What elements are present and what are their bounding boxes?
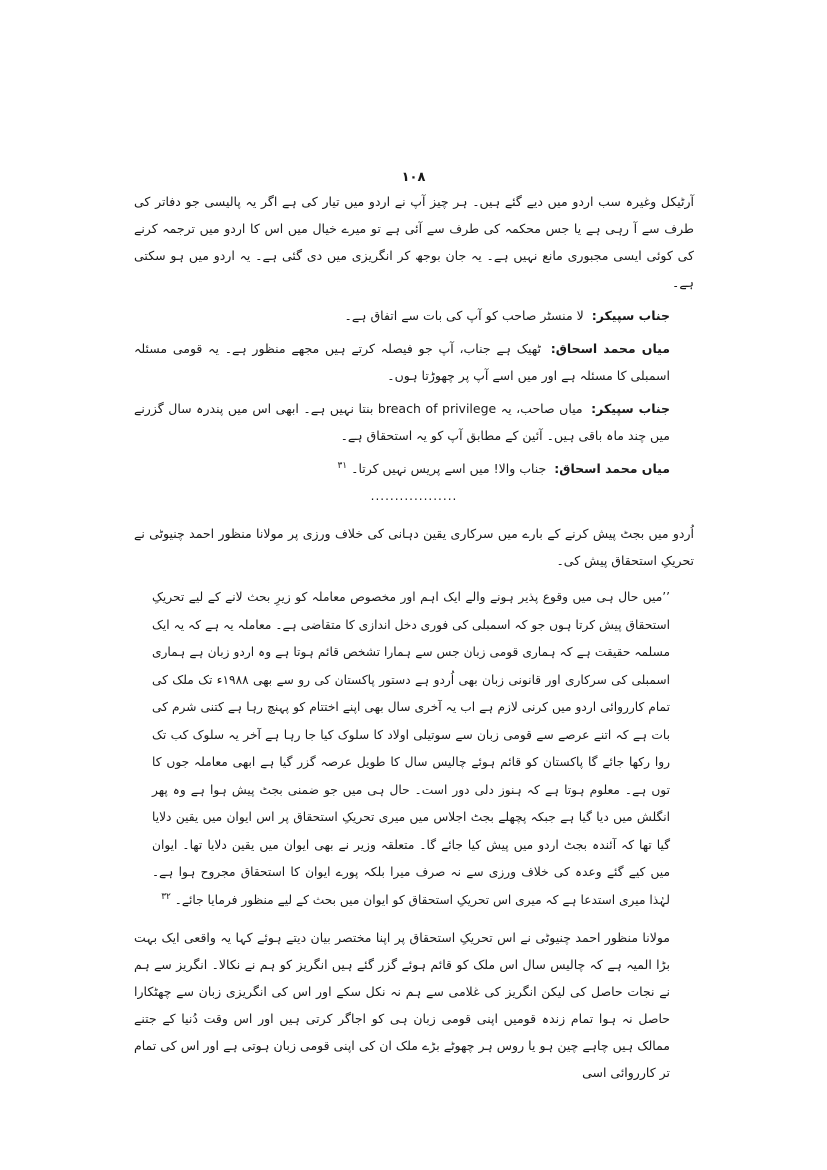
speaker-label: جناب سپیکر: [591,401,671,416]
speaker-label: جناب سپیکر: [591,308,670,323]
block-quote [134,584,694,914]
speech-text: میاں صاحب، یہ breach of privilege بنتا نہیں ہے۔ ابھی اس میں پندرہ سال گزرنے میں چند ماہ باقی ہیں۔ آئین کے مطابق آپ کو یہ استحقاق ہے۔ [134,401,670,443]
footnote-ref: ۳۲ [161,891,171,902]
speech-text: ٹھیک ہے جناب، آپ جو فیصلہ کرتے ہیں مجھے منظور ہے۔ یہ قومی مسئلہ اسمبلی کا مسئلہ ہے اور میں اسے آپ پر چھوڑتا ہوں۔ [134,341,670,383]
speech-text: لا منسٹر صاحب کو آپ کی بات سے اتفاق ہے۔ [344,308,584,323]
body-text [134,188,694,1086]
paragraph-statement: مولانا منظور احمد چنیوٹی نے اس تحریکِ استحقاق پر اپنا مختصر بیان دیتے ہوئے کہا یہ واقعی ایک بہت بڑا المیہ ہے کہ چالیس سال اس ملک کو قائم ہوئے گزر گئے ہیں انگریز کو ہم نے نکالا۔ انگریز سے ہم نے نجات حاصل کی لیکن انگریز کی غلامی سے ہم نہ نکل سکے اور اس کی انگریزی زبان سے چھٹکارا حاصل نہ ہوا تمام زندہ قومیں اپنی قومی زبان ہی کو اجاگر کرتی ہیں اور اس وقت دُنیا کے جتنے ممالک ہیں چاہے چین ہو یا روس ہر چھوٹے بڑے ملک ان کی اپنی قومی زبان ہوتی ہے اور اس کی تمام تر کارروائی اسی [134,930,670,1080]
footnote-ref: ۳۱ [337,460,348,471]
speaker-exchange-2 [134,335,694,389]
speaker-label: میاں محمد اسحاق: [550,341,670,356]
speech-text: جناب والا! میں اسے پریس نہیں کرتا۔ [351,461,547,476]
page-number: ۱۰۸ [401,170,426,185]
section-divider: .................. [370,489,458,503]
speaker-exchange-3 [134,395,694,449]
quote-text: ’’میں حال ہی میں وقوع پذیر ہونے والے ایک اہم اور مخصوص معاملہ کو زیرِ بحث لانے کے لیے تحریکِ استحقاق پیش کرتا ہوں جو کہ اسمبلی کی فوری دخل اندازی کا متقاضی ہے۔ معاملہ یہ ہے کہ یہ ایک مسلمہ حقیقت ہے کہ ہماری قومی زبان جس سے ہمارا تشخص قائم ہوتا ہے وہ اردو زبان ہے ہماری اسمبلی کی سرکاری اور قانونی زبان بھی اُردو ہے دستور پاکستان کی رو سے بھی ۱۹۸۸ء تک ملک کی تمام کارروائی اردو میں کرنی لازم ہے اب یہ آخری سال بھی اپنے اختتام کو پہنچ رہا ہے کتنی شرم کی بات ہے کہ اتنے عرصے سے قومی زبان سے سوتیلی اولاد کا سلوک کیا جا رہا ہے آخر یہ سلوک کب تک روا رکھا جائے گا پاکستان کو قائم ہوئے چالیس سال کا طویل عرصہ گزر گیا ہے ابھی معاملہ جوں کا توں ہے۔ معلوم ہوتا ہے کہ ہنوز دلی دور است۔ حال ہی میں جو ضمنی بجٹ پیش ہوا ہے وہ پھر انگلش میں دیا گیا ہے جبکہ پچھلے بجٹ اجلاس میں میری تحریکِ استحقاق پر اس ایوان میں یقین دلایا گیا تھا کہ آئندہ بجٹ اردو میں پیش کیا جائے گا۔ متعلقہ وزیر نے بھی ایوان میں یقین دلایا تھا۔ ایوان میں کیے گئے وعدہ کی خلاف ورزی سے نہ صرف میرا بلکہ پورے ایوان کا استحقاق مجروح ہوا ہے۔ لہٰذا میری استدعا ہے کہ میری اس تحریکِ استحقاق کو ایوان میں بحث کے لیے منظور فرمایا جائے۔ [152,590,670,907]
paragraph-intro: آرٹیکل وغیرہ سب اردو میں دیے گئے ہیں۔ ہر چیز آپ نے اردو میں تیار کی ہے اگر یہ پالیسی جو دفاتر کی طرف سے آ رہی ہے یا جس محکمہ کی طرف سے آئی ہے تو میرے خیال میں اس کا اردو میں ترجمہ کرنے کی کوئی ایسی مجبوری مانع نہیں ہے۔ یہ جان بوجھ کر انگریزی میں دی گئی ہے۔ یہ اردو میں ہو سکتی ہے۔ [134,194,694,290]
speaker-exchange-4 [134,455,694,482]
speaker-label: میاں محمد اسحاق: [554,461,670,476]
paragraph-motion-intro: اُردو میں بجٹ پیش کرنے کے بارے میں سرکاری یقین دہانی کی خلاف ورزی پر مولانا منظور احمد چنیوٹی نے تحریکِ استحقاق پیش کی۔ [134,526,694,568]
speaker-exchange-1 [134,302,694,329]
